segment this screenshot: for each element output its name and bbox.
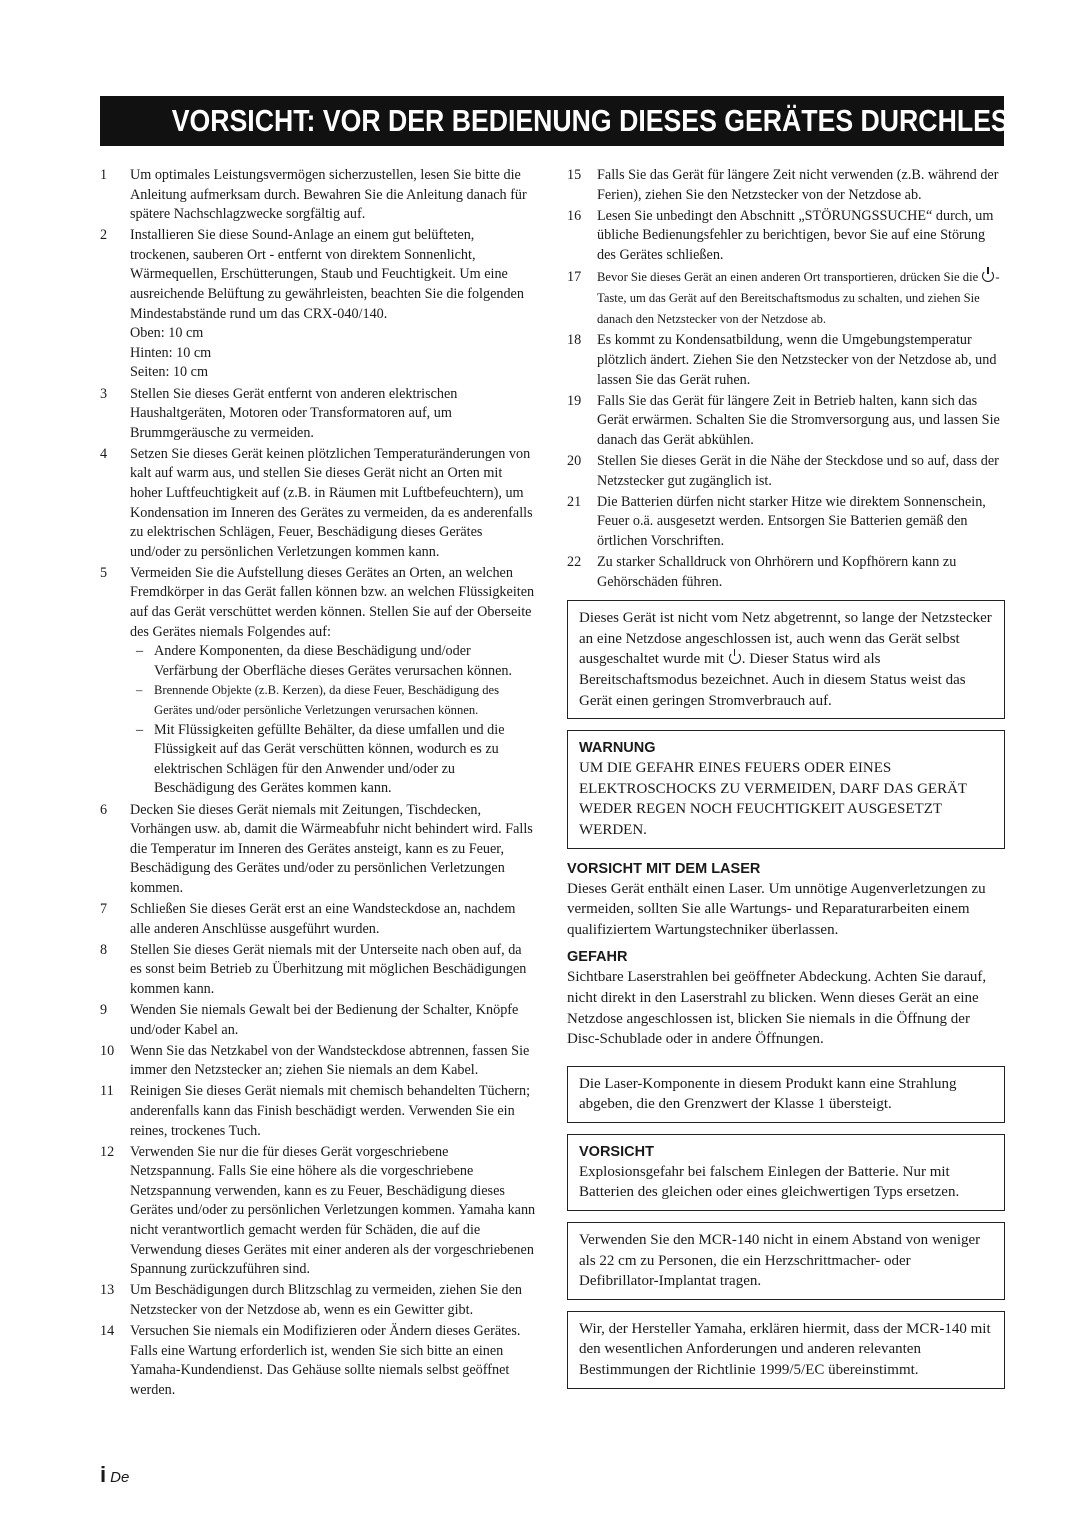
standby-notice-box: Dieses Gerät ist nicht vom Netz abgetrennt, so lange der Netzstecker an eine Netzdose angeschlossen ist, auch wenn das Gerät selbst ausgeschaltet wurde mit . Dieser Status wird als Bereitschaftsmodus bezeichnet. Auch in diesem Status weist das Gerät einen geringen Stromverbrauch auf.	[567, 600, 1005, 719]
list-item: 5 Vermeiden Sie die Aufstellung dieses Gerätes an Orten, an welchen Fremdkörper in das Gerät fallen können bzw. an welchen Flüssigkeiten auf das Gerät verschüttet werden können. Stellen Sie auf der Oberseite des Gerätes niemals Folgendes auf: – Andere Komponenten, da diese Beschädigung und/oder Verfärbung der Oberfläche dieses Gerätes verursachen können. – Brennende Objekte (z.B. Kerzen), da diese Feuer, Beschädigung des Gerätes und/oder persönliche Verletzungen verursachen können. – Mit Flüssigkeiten gefüllte Behälter, da diese umfallen und die Flüssigkeit auf das Gerät verschütten können, wodurch es zu elektrischen Schlägen für den Anwender und/oder zu Beschädigung des Gerätes kommen kann.	[100, 564, 536, 799]
list-item: 11 Reinigen Sie dieses Gerät niemals mit chemisch behandelten Tüchern; anderenfalls kann das Finish beschädigt werden. Verwenden Sie ein reines, trockenes Tuch.	[100, 1083, 531, 1139]
list-item: 8 Stellen Sie dieses Gerät niemals mit der Unterseite nach oben auf, da es sonst beim Betrieb zu Überhitzung mit möglichen Beschädigungen kommen kann.	[100, 941, 527, 997]
warning-box: WARNUNG UM DIE GEFAHR EINES FEUERS ODER EINES ELEKTROSCHOCKS ZU VERMEIDEN, DARF DAS GERÄT WEDER REGEN NOCH FEUCHTIGKEIT AUSGESETZT WERDEN.	[567, 730, 1005, 848]
list-item: 16 Lesen Sie unbedingt den Abschnitt „STÖRUNGSSUCHE“ durch, um übliche Bedienungsfehler zu berichtigen, bevor Sie auf eine Störung des Gerätes schließen.	[567, 207, 994, 263]
list-item: 3 Stellen Sie dieses Gerät entfernt von anderen elektrischen Haushaltgeräten, Motoren oder Transformatoren auf, um Brummgeräusche zu vermeiden.	[100, 385, 458, 441]
power-standby-icon	[729, 652, 741, 664]
list-item: 15 Falls Sie das Gerät für längere Zeit nicht verwenden (z.B. während der Ferien), ziehen Sie den Netzstecker von der Netzdose ab.	[567, 167, 999, 203]
list-item: 21 Die Batterien dürfen nicht starker Hitze wie direktem Sonnenschein, Feuer o.ä. ausgesetzt werden. Entsorgen Sie Batterien gemäß den örtlichen Vorschriften.	[567, 493, 986, 549]
power-standby-icon	[982, 270, 994, 282]
danger-section: GEFAHR Sichtbare Laserstrahlen bei geöffneter Abdeckung. Achten Sie darauf, nicht direkt in den Laserstrahl zu blicken. Wenn dieses Gerät an eine Netzdose angeschlossen ist, blicken Sie niemals in die Öffnung der Disc-Schublade oder in andere Öffnungen.	[567, 949, 987, 1048]
list-item: 9 Wenden Sie niemals Gewalt bei der Bedienung der Schalter, Knöpfe und/oder Kabel an.	[100, 1001, 519, 1038]
list-item: 6 Decken Sie dieses Gerät niemals mit Zeitungen, Tischdecken, Vorhängen usw. ab, damit die Wärmeabfuhr nicht behindert wird. Falls die Temperatur im Inneren des Gerätes ansteigt, kann es zu Feuer, Beschädigung des Gerätes und/oder zu persönlichen Verletzungen kommen.	[100, 801, 533, 896]
list-item: 22 Zu starker Schalldruck von Ohrhörern und Kopfhörern kann zu Gehörschäden führen.	[567, 554, 957, 590]
list-item: 2 Installieren Sie diese Sound-Anlage an einem gut belüfteten, trockenen, sauberen Ort - entfernt von direktem Sonnenlicht, Wärmequellen, Erschütterungen, Staub und Feuchtigkeit. Um eine ausreichende Belüftung zu gewährleisten, beachten Sie die folgenden Mindestabstände rund um das CRX-040/140. Oben: 10 cm Hinten: 10 cm Seiten: 10 cm	[100, 227, 524, 381]
list-item: 19 Falls Sie das Gerät für längere Zeit in Betrieb halten, kann sich das Gerät erwärmen. Schalten Sie die Stromversorgung aus, und lassen Sie danach das Gerät abkühlen.	[567, 392, 1000, 448]
pacemaker-notice-box: Verwenden Sie den MCR-140 nicht in einem Abstand von weniger als 22 cm zu Personen, die ein Herzschrittmacher- oder Defibrillator-Implantat tragen.	[567, 1222, 1005, 1300]
list-item: 13 Um Beschädigungen durch Blitzschlag zu vermeiden, ziehen Sie den Netzstecker von der Netzdose ab, wenn es ein Gewitter gibt.	[100, 1282, 523, 1318]
list-item: 7 Schließen Sie dieses Gerät erst an eine Wandsteckdose an, nachdem alle anderen Anschlüsse ausgeführt wurden.	[100, 900, 516, 937]
laser-class-box: Die Laser-Komponente in diesem Produkt kann eine Strahlung abgeben, die den Grenzwert der Klasse 1 übersteigt.	[567, 1066, 1005, 1123]
list-item: 4 Setzen Sie dieses Gerät keinen plötzlichen Temperaturänderungen von kalt auf warm aus, und stellen Sie dieses Gerät nicht an Orten mit hoher Luftfeuchtigkeit auf (z.B. in Räumen mit Luftbefeuchtern), um Kondensation im Inneren des Gerätes zu vermeiden, da es anderenfalls zu elektrischen Schlägen, Feuer, Beschädigung dieses Gerätes und/oder zu persönlichen Verletzungen kommen kann.	[100, 445, 533, 560]
list-item: 17 Bevor Sie dieses Gerät an einen anderen Ort transportieren, drücken Sie die -Taste, um das Gerät auf den Bereitschaftsmodus zu schalten, und ziehen Sie danach den Netzstecker von der Netzdose ab.	[567, 268, 1000, 326]
page-title: VORSICHT: VOR DER BEDIENUNG DIESES GERÄTES DURCHLESEN.	[100, 96, 1004, 146]
right-column	[567, 166, 1005, 1400]
sub-list-item: – Andere Komponenten, da diese Beschädigung und/oder Verfärbung der Oberfläche dieses Gerätes verursachen können.	[136, 643, 513, 679]
list-item: 18 Es kommt zu Kondensatbildung, wenn die Umgebungstemperatur plötzlich ändert. Ziehen Sie den Netzstecker von der Netzdose ab, und lassen Sie das Gerät ruhen.	[567, 332, 997, 388]
list-item: 14 Versuchen Sie niemals ein Modifizieren oder Ändern dieses Gerätes. Falls eine Wartung erforderlich ist, wenden Sie sich bitte an einen Yamaha-Kundendienst. Das Gehäuse sollte niemals selbst geöffnet werden.	[100, 1322, 521, 1398]
laser-caution-section: VORSICHT MIT DEM LASER Dieses Gerät enthält einen Laser. Um unnötige Augenverletzungen zu vermeiden, sollten Sie alle Wartungs- und Reparaturarbeiten einem qualifiziertem Wartungstechniker überlassen.	[567, 860, 986, 938]
page-number: i	[100, 1462, 107, 1487]
list-item: 1 Um optimales Leistungsvermögen sicherzustellen, lesen Sie bitte die Anleitung aufmerksam durch. Bewahren Sie die Anleitung danach für spätere Nachschlagzwecke sorgfältig auf.	[100, 167, 527, 223]
page-footer	[100, 1462, 129, 1488]
sub-list-item: – Brennende Objekte (z.B. Kerzen), da diese Feuer, Beschädigung des Gerätes und/oder persönliche Verletzungen verursachen können.	[136, 683, 499, 718]
declaration-box: Wir, der Hersteller Yamaha, erklären hiermit, dass der MCR-140 mit den wesentlichen Anforderungen und anderen relevanten Bestimmungen der Richtlinie 1999/5/EC übereinstimmt.	[567, 1311, 1005, 1389]
list-item: 20 Stellen Sie dieses Gerät in die Nähe der Steckdose und so auf, dass der Netzstecker gut zugänglich ist.	[567, 453, 999, 489]
caution-box: VORSICHT Explosionsgefahr bei falschem Einlegen der Batterie. Nur mit Batterien des gleichen oder eines gleichwertigen Typs ersetzen.	[567, 1134, 1005, 1211]
left-column	[100, 166, 536, 1402]
language-code: De	[110, 1469, 130, 1486]
sub-list-item: – Mit Flüssigkeiten gefüllte Behälter, da diese umfallen und die Flüssigkeit auf das Gerät verschütten können, wodurch es zu elektrischen Schlägen für den Anwender und/oder zu Beschädigung des Gerätes kommen kann.	[136, 721, 505, 797]
list-item: 12 Verwenden Sie nur die für dieses Gerät vorgeschriebene Netzspannung. Falls Sie eine höhere als die vorgeschriebene Netzspannung verwenden, kann es zu Feuer, Beschädigung dieses Gerätes und/oder zu persönlichen Verletzungen kommen. Yamaha kann nicht verantwortlich gemacht werden für Schäden, die auf die Verwendung dieses Gerätes mit einer anderen als der vorgeschriebenen Spannung zurückzuführen sind.	[100, 1143, 536, 1278]
list-item: 10 Wenn Sie das Netzkabel von der Wandsteckdose abtrennen, fassen Sie immer den Netzstecker an; ziehen Sie niemals an dem Kabel.	[100, 1042, 530, 1079]
